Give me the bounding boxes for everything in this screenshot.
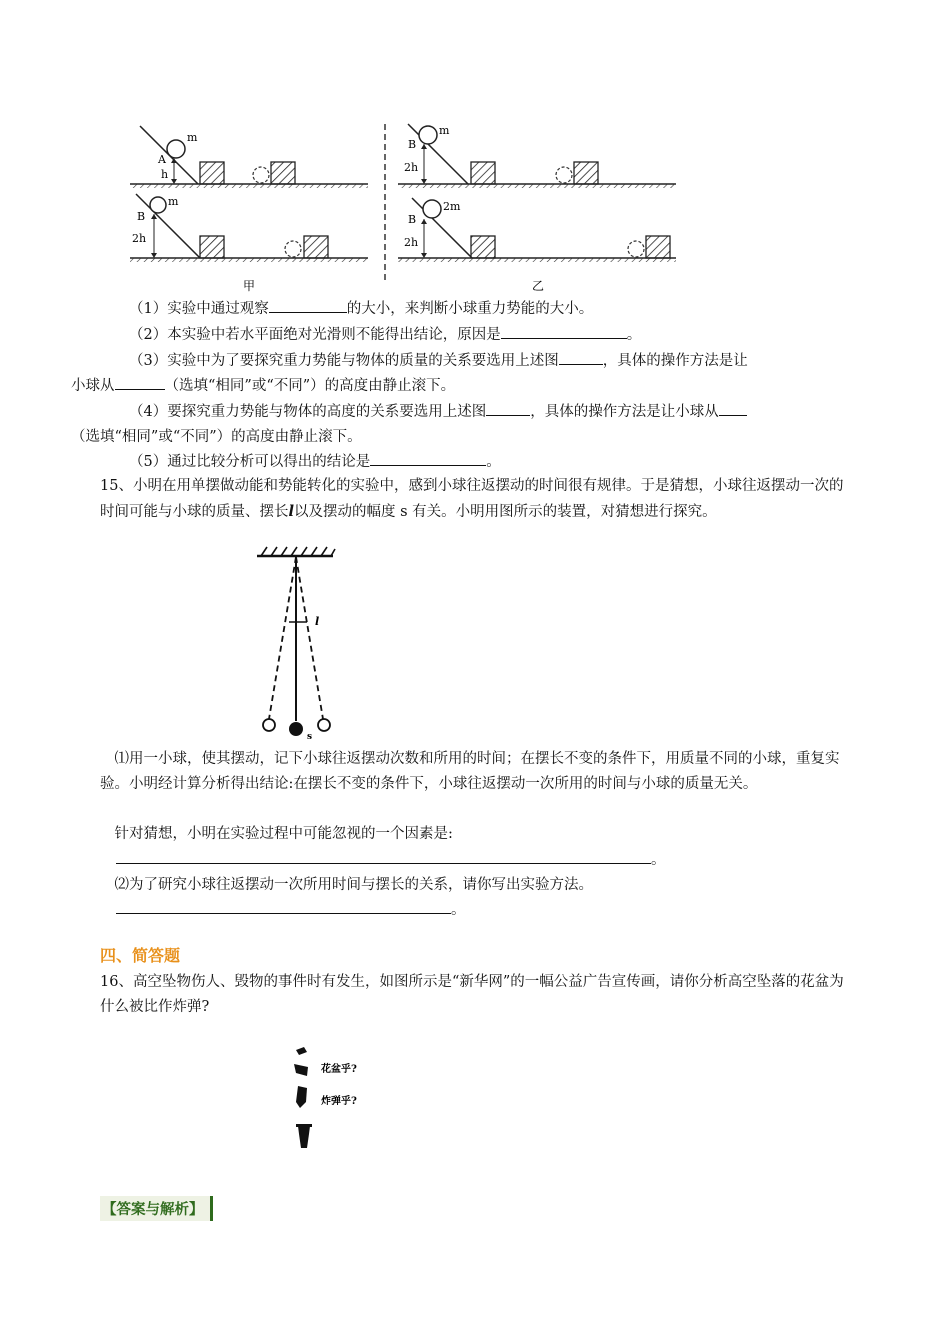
q15-part1-prompt: 针对猜想，小明在实验过程中可能忽视的一个因素是:: [114, 826, 453, 842]
panel-bottom-left: [130, 194, 368, 262]
caption-bomb: 炸弹乎?: [321, 1096, 357, 1107]
panel-top-right: [398, 124, 676, 188]
panel-top-left: [130, 126, 368, 188]
svg-text:B: B: [408, 213, 417, 226]
q15-part2-answer-line: 。: [100, 898, 852, 923]
potential-energy-figure: [128, 122, 680, 294]
svg-text:2h: 2h: [404, 161, 419, 174]
caption-flowerpot: 花盆乎?: [321, 1064, 357, 1075]
q14-item-1: （1）实验中通过观察 的大小，来判断小球重力势能的大小。: [100, 297, 852, 322]
svg-text:B: B: [408, 138, 417, 151]
q14-item-2: （2）本实验中若水平面绝对光滑则不能得出结论，原因是 。: [100, 323, 852, 348]
label-A: A: [158, 153, 166, 166]
q14-item-3: （3）实验中为了要探究重力势能与物体的质量的关系要选用上述图 ，具体的操作方法是让 小球从 （选填“相同”或“不同”）的高度由静止滚下。: [100, 349, 852, 399]
caption-yi: 乙: [532, 279, 545, 293]
section-title: 四、简答题: [100, 946, 181, 965]
answer-header: 【答案与解析】: [100, 1196, 213, 1221]
q15-part1: ⑴用一小球，使其摆动，记下小球往返摆动次数和所用的时间；在摆长不变的条件下，用质量不同的小球，重复实验。小明经计算分析得出结论:在摆长不变的条件下，小球往返摆动一次所用的时间与小球的质量无关。: [100, 751, 840, 792]
svg-text:m: m: [439, 124, 450, 137]
q14-item-4: （4）要探究重力势能与物体的高度的关系要选用上述图 ，具体的操作方法是让小球从 （选填“相同”或“不同”）的高度由静止滚下。: [100, 400, 852, 450]
svg-text:m: m: [168, 195, 179, 208]
label-m: m: [187, 131, 198, 144]
q15-intro: 15、小明在用单摆做动能和势能转化的实验中，感到小球往返摆动的时间很有规律。于是猜想，小球往返摆动一次的时间可能与小球的质量、摆长l以及摆动的幅度 s 有关。小明用图所示的装置，对猜想进行探究。: [100, 478, 844, 520]
svg-text:B: B: [137, 210, 146, 223]
svg-text:2h: 2h: [132, 232, 147, 245]
caption-jia: 甲: [243, 279, 256, 293]
label-h: h: [161, 168, 169, 181]
q15-part1-answer-line: 。: [100, 848, 852, 873]
falling-pot-figure: [290, 1042, 380, 1154]
q15-part2: ⑵为了研究小球往返摆动一次所用时间与摆长的关系，请你写出实验方法。: [114, 877, 593, 893]
svg-text:2h: 2h: [404, 236, 419, 249]
label-2m: 2m: [443, 200, 461, 213]
panel-bottom-right: [398, 198, 676, 262]
pendulum-length-label: l: [315, 615, 320, 628]
q16-text: 16、高空坠物伤人、毁物的事件时有发生，如图所示是“新华网”的一幅公益广告宣传画，请你分析高空坠落的花盆为什么被比作炸弹?: [100, 974, 844, 1015]
q14-item-5: （5）通过比较分析可以得出的结论是 。: [100, 450, 852, 475]
pendulum-amplitude-label: s: [307, 732, 313, 742]
pendulum-figure: [253, 543, 343, 743]
